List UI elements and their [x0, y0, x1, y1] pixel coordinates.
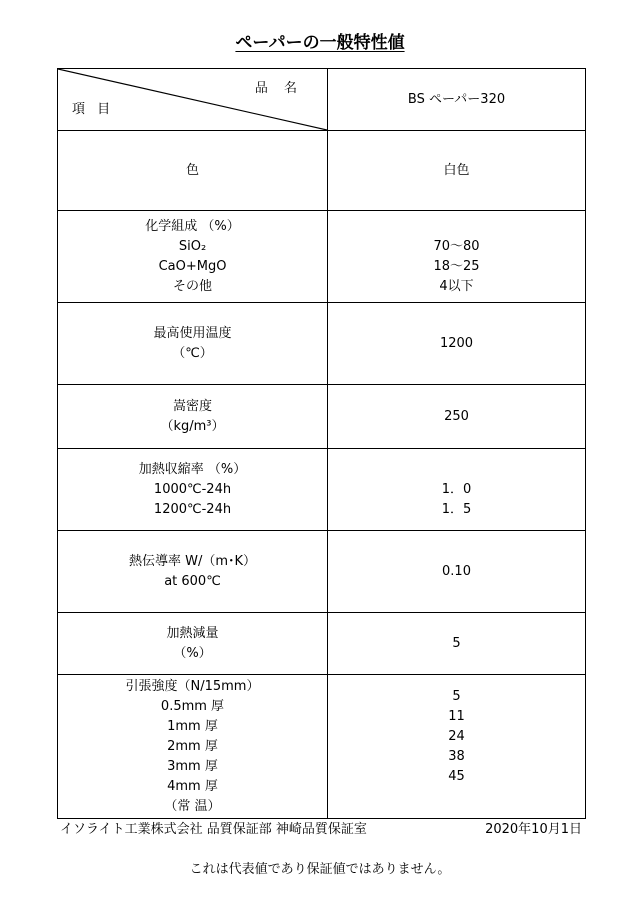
property-value: 70～80 — [433, 238, 480, 254]
property-sublabel: at 600℃ — [164, 573, 221, 589]
property-sublabel: 0.5mm 厚 — [160, 698, 225, 714]
property-value: 白色 — [443, 162, 470, 178]
property-sublabel: 1200℃-24h — [153, 501, 232, 517]
property-value: 250 — [444, 408, 469, 424]
property-value: 5 — [452, 688, 461, 704]
property-value: 24 — [448, 728, 465, 744]
property-value: 38 — [448, 748, 465, 764]
value-cell — [328, 131, 586, 211]
property-sublabel: 1mm 厚 — [167, 718, 218, 734]
property-cell — [58, 613, 328, 675]
value-cell — [328, 675, 586, 819]
property-value: 0.10 — [442, 563, 471, 579]
table-row — [58, 675, 586, 819]
product-name-cell — [328, 69, 586, 131]
item-label: 項 目 — [72, 102, 115, 117]
property-cell — [58, 675, 328, 819]
property-value: 18～25 — [433, 258, 480, 274]
company-name: イソライト工業株式会社 品質保証部 神崎品質保証室 — [60, 822, 367, 837]
disclaimer-note: これは代表値であり保証値ではありません。 — [189, 862, 451, 877]
table-row — [58, 303, 586, 385]
product-label: 品 名 — [254, 81, 303, 96]
value-cell — [328, 211, 586, 303]
value-cell — [328, 385, 586, 449]
property-label: 色 — [185, 162, 199, 178]
page-title-text: ペーパーの一般特性値 — [235, 33, 405, 53]
property-sublabel: 4mm 厚 — [167, 778, 218, 794]
property-table — [57, 68, 586, 819]
value-cell — [328, 613, 586, 675]
property-label: 最高使用温度 — [153, 325, 232, 341]
property-cell — [58, 531, 328, 613]
property-sublabel: SiO₂ — [178, 238, 207, 254]
property-label: 化学組成 （%） — [145, 218, 240, 234]
table-row — [58, 385, 586, 449]
property-sublabel: （常 温） — [164, 798, 221, 814]
property-value: 5 — [452, 635, 461, 651]
property-sublabel: 2mm 厚 — [167, 738, 218, 754]
property-sublabel: （℃） — [172, 345, 213, 361]
property-value: 45 — [448, 768, 465, 784]
issue-date: 2020年10月1日 — [485, 822, 582, 837]
table-row — [58, 531, 586, 613]
property-sublabel: （kg/m³） — [160, 418, 225, 434]
property-label: 嵩密度 — [172, 398, 212, 414]
property-sublabel: その他 — [172, 278, 212, 294]
value-cell — [328, 303, 586, 385]
product-name: BS ペーパー320 — [407, 91, 506, 107]
property-label: 加熱減量 — [166, 625, 219, 641]
table-header-row — [58, 69, 586, 131]
property-cell — [58, 385, 328, 449]
property-cell — [58, 131, 328, 211]
property-cell — [58, 303, 328, 385]
table-row — [58, 131, 586, 211]
property-cell — [58, 449, 328, 531]
property-sublabel: （%） — [173, 645, 212, 661]
property-value: 1．0 — [441, 481, 472, 497]
page-title — [0, 28, 640, 53]
property-value: 4以下 — [439, 278, 474, 294]
property-value: 1200 — [439, 335, 474, 351]
property-label: 引張強度（N/15mm） — [125, 678, 260, 694]
property-label: 加熱収縮率 （%） — [138, 461, 247, 477]
table-row — [58, 211, 586, 303]
property-sublabel: CaO+MgO — [158, 258, 227, 274]
property-cell — [58, 211, 328, 303]
property-sublabel: 3mm 厚 — [167, 758, 218, 774]
table-row — [58, 613, 586, 675]
property-value: 11 — [448, 708, 465, 724]
table-row — [58, 449, 586, 531]
header-diagonal-cell — [58, 69, 328, 131]
value-cell — [328, 531, 586, 613]
property-sublabel: 1000℃-24h — [153, 481, 232, 497]
property-label: 熱伝導率 W/（m･K） — [128, 553, 257, 569]
property-value: 1．5 — [441, 501, 472, 517]
value-cell — [328, 449, 586, 531]
